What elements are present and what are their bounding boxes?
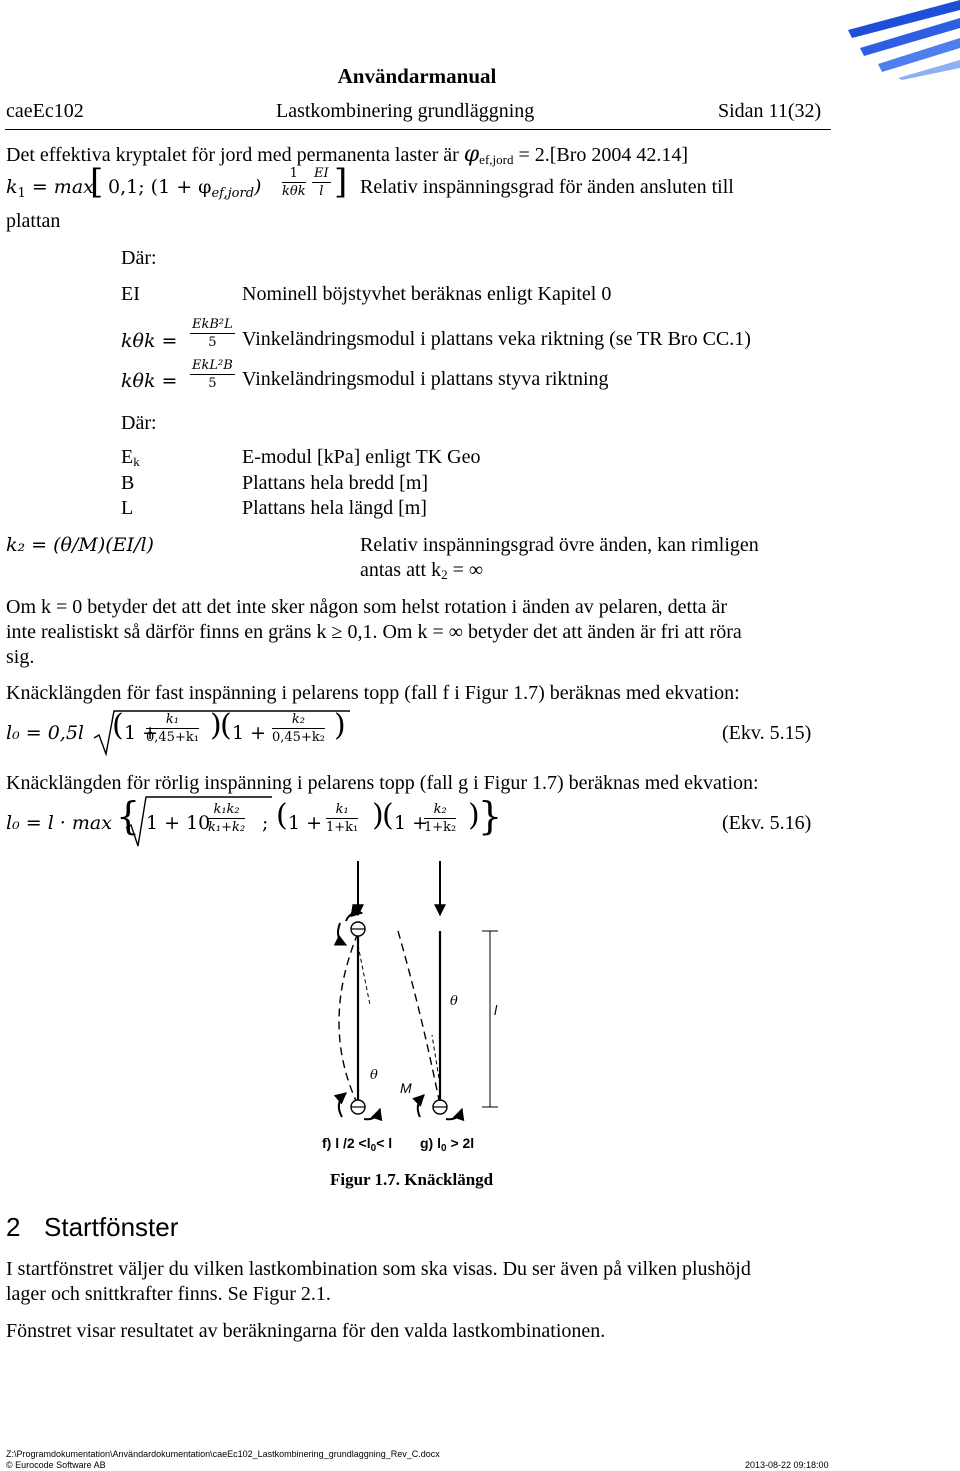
- moment-label: M: [400, 1080, 412, 1096]
- def-l-desc: Plattans hela längd [m]: [242, 497, 427, 519]
- def-k-theta-2-frac: EkL²B 5: [192, 358, 233, 391]
- eq516-one-plus-2: 1 +: [394, 812, 429, 834]
- eq516-paren-1-open: (: [276, 798, 288, 833]
- def-b-symbol: B: [121, 472, 135, 494]
- k1-lhs: $k_1 = \max$: [6, 176, 94, 201]
- eq515-paren-2-open: (: [220, 708, 232, 743]
- paragraph-line-2: inte realistiskt så därför finns en gräns k ≥ 0,1. Om k = ∞ betyder det att änden är fri att röra: [6, 621, 742, 643]
- eq516-intro: Knäcklängden för rörlig inspänning i pelarens topp (fall g i Figur 1.7) beräknas med ekvation:: [6, 772, 759, 794]
- eq516-label: (Ekv. 5.16): [722, 812, 812, 834]
- eq516-brace-close: }: [478, 794, 503, 838]
- def-k-theta-2-symbol: kθk =: [121, 370, 178, 392]
- eq515-frac-2: $\frac{\text{k₂}}{\text{0,45+k₂}}$: [272, 712, 325, 745]
- footer-copyright: © Eurocode Software AB: [6, 1460, 106, 1470]
- eq515-lhs: l₀ = 0,5l: [6, 722, 84, 744]
- def-b-desc: Plattans hela bredd [m]: [242, 472, 429, 494]
- section-paragraph-1-line-2: lager och snittkrafter finns. Se Figur 2.1.: [6, 1283, 331, 1305]
- figure-case-f: f) l $/2 <l_0< l$: [322, 1135, 393, 1154]
- def-ek-desc: E-modul [kPa] enligt TK Geo: [242, 446, 481, 468]
- eq515-paren-1-open: (: [112, 708, 124, 743]
- def-ek-symbol: Ek: [121, 446, 140, 469]
- buckling-figure: [310, 855, 560, 1125]
- eq515-one-plus-1: 1 +: [124, 722, 159, 744]
- def-ei-desc: Nominell böjstyvhet beräknas enligt Kapitel 0: [242, 283, 612, 305]
- eq516-paren-2-open: (: [382, 798, 394, 833]
- header-center: Lastkombinering grundläggning: [276, 100, 535, 122]
- k1-description: Relativ inspänningsgrad för änden ansluten till: [360, 176, 734, 198]
- eq515-frac-1: $\frac{\text{k₁}}{\text{0,45+k₁}}$: [146, 712, 199, 745]
- k1-bracket-content: 0,1; $(1 + \varphi_{ef,jord})$: [108, 176, 262, 201]
- def-k-theta-1-frac: EkB²L 5: [192, 317, 233, 350]
- length-label: l: [494, 1002, 498, 1018]
- def-k-theta-1-desc: Vinkeländringsmodul i plattans veka riktning (se TR Bro CC.1): [242, 328, 751, 350]
- section-paragraph-1-line-1: I startfönstret väljer du vilken lastkombination som ska visas. Du ser även på vilken plushöjd: [6, 1258, 751, 1280]
- eq515-paren-2-close: ): [334, 708, 346, 743]
- def-l-symbol: L: [121, 497, 134, 519]
- company-logo: [838, 0, 960, 80]
- eq516-paren-2-close: ): [468, 798, 480, 833]
- theta-label-lower: θ: [370, 1068, 378, 1083]
- eq516-semicolon: ;: [262, 812, 269, 834]
- intro-line: Det effektiva kryptalet för jord med permanenta laster är φef,jord = 2.[Bro 2004 42.14]: [6, 142, 689, 167]
- eq515-label: (Ekv. 5.15): [722, 722, 812, 744]
- eq516-one-plus-ten: 1 + 10: [146, 812, 211, 834]
- def-ei-symbol: EI: [121, 283, 140, 305]
- paragraph-line-3: sig.: [6, 646, 35, 668]
- eq516-frac-1: $\frac{\text{k₁}}{\text{1+k₁}}$: [326, 802, 359, 835]
- deflection-f: [339, 933, 358, 1105]
- figure-caption: Figur 1.7. Knäcklängd: [330, 1170, 494, 1189]
- footer-path: Z:\Programdokumentation\Användardokumentation\caeEc102_Lastkombinering_grundlaggning_Rev_C.docx: [6, 1449, 440, 1459]
- footer-timestamp: 2013-08-22 09:18:00: [745, 1460, 829, 1470]
- document-title: Användarmanual: [337, 64, 497, 88]
- eq515-one-plus-2: 1 +: [232, 722, 267, 744]
- k1-frac1: 1 kθk: [282, 166, 306, 199]
- eq516-lhs: l₀ = l · max: [6, 812, 112, 834]
- section-title: Startfönster: [44, 1212, 179, 1242]
- eq516-brace-open: {: [116, 794, 141, 838]
- eq515-paren-1-close: ): [210, 708, 222, 743]
- eq516-one-plus-1: 1 +: [288, 812, 323, 834]
- where-label-2: Där:: [121, 412, 157, 434]
- k1-bracket-close: ]: [334, 162, 348, 202]
- section-number: 2: [6, 1212, 21, 1242]
- section-paragraph-2: Fönstret visar resultatet av beräkningarna för den valda lastkombinationen.: [6, 1320, 606, 1342]
- theta-label-upper: θ: [450, 994, 458, 1009]
- k2-formula: k₂ = (θ/M)(EI/l): [6, 534, 154, 556]
- eq516-frac-0: $\frac{\text{k₁k₂}}{\text{k₁+k₂}}$: [208, 802, 246, 835]
- header-right: Sidan 11(32): [718, 100, 822, 122]
- def-k-theta-2-desc: Vinkeländringsmodul i plattans styva riktning: [242, 368, 609, 390]
- deflection-g: [398, 931, 440, 1105]
- header-rule: [5, 129, 831, 130]
- k1-bracket-open: [: [90, 162, 104, 202]
- k2-description-1: Relativ inspänningsgrad övre änden, kan rimligen: [360, 534, 759, 556]
- k2-description-2: antas att k2 = ∞: [360, 559, 484, 582]
- k1-frac2: $\frac{EI}{l}$: [314, 166, 329, 199]
- where-label-1: Där:: [121, 247, 157, 269]
- paragraph-line-1: Om k = 0 betyder det att det inte sker någon som helst rotation i änden av pelaren, detta är: [6, 596, 728, 618]
- k1-description-cont: plattan: [6, 210, 61, 232]
- def-k-theta-1-symbol: kθk =: [121, 330, 178, 352]
- header-left: caeEc102: [6, 100, 84, 122]
- eq515-intro: Knäcklängden för fast inspänning i pelarens topp (fall f i Figur 1.7) beräknas med ekvation:: [6, 682, 740, 704]
- figure-case-g: g) $l_0 > 2l$: [420, 1135, 475, 1154]
- eq516-frac-2: $\frac{\text{k₂}}{\text{1+k₂}}$: [424, 802, 457, 835]
- eq516-paren-1-close: ): [372, 798, 384, 833]
